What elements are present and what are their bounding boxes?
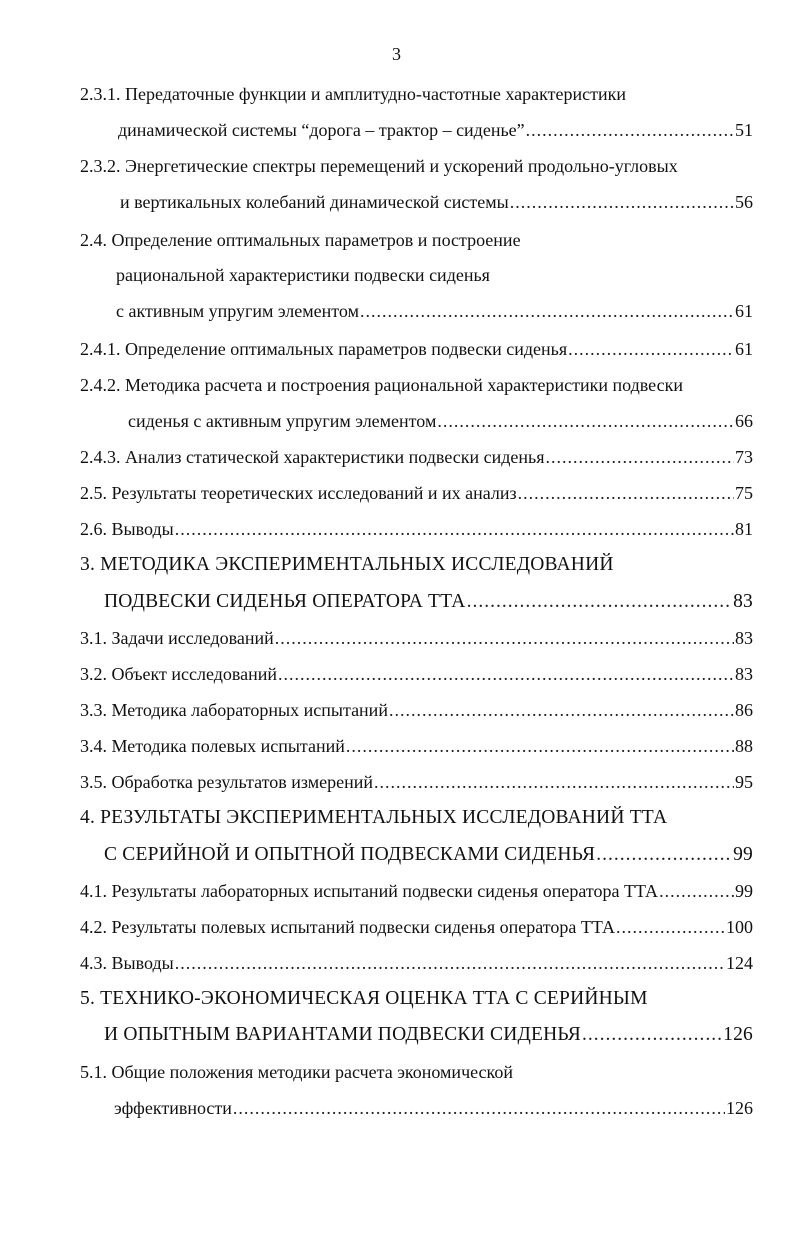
toc-line [128, 409, 753, 433]
toc-line [80, 879, 753, 903]
toc-line-text: 3.4. Методика полевых испытаний [80, 736, 345, 756]
toc-line [80, 154, 753, 178]
toc-line [80, 951, 753, 975]
toc-line-text: 4.3. Выводы [80, 953, 174, 973]
toc-page-number: 83 [733, 591, 753, 612]
dot-leader [510, 190, 734, 214]
dot-leader [467, 590, 733, 614]
toc-page-number: 61 [735, 339, 753, 359]
toc-line-text: 2.4. Определение оптимальных параметров и построение [80, 230, 521, 250]
toc-page-number: 73 [735, 447, 753, 467]
toc-page-number: 126 [726, 1098, 753, 1118]
dot-leader [518, 481, 734, 505]
toc-line [120, 190, 753, 214]
toc-line [104, 1023, 753, 1047]
toc-page-number: 83 [735, 664, 753, 684]
toc-page-number: 99 [735, 881, 753, 901]
toc-line [80, 517, 753, 541]
toc-line [104, 843, 753, 867]
dot-leader [546, 445, 734, 469]
toc-page-number: 66 [735, 411, 753, 431]
toc-line [80, 553, 643, 577]
toc-line-text: динамической системы “дорога – трактор – сиденье” [118, 120, 525, 140]
toc-page-number: 99 [733, 844, 753, 865]
toc-line [114, 1096, 753, 1120]
toc-line-text: 2.3.1. Передаточные функции и амплитудно-частотные характеристики [80, 84, 626, 104]
toc-line-text: 2.4.3. Анализ статической характеристики подвески сиденья [80, 447, 545, 467]
toc-line [116, 263, 593, 287]
toc-line-text: 2.4.2. Методика расчета и построения рациональной характеристики подвески [80, 375, 683, 395]
toc-line-text: ПОДВЕСКИ СИДЕНЬЯ ОПЕРАТОРА ТТА [104, 591, 466, 612]
dot-leader [346, 734, 734, 758]
toc-page-number: 51 [735, 120, 753, 140]
toc-line-text: 3.2. Объект исследований [80, 664, 278, 684]
toc-line-text: 4.2. Результаты полевых испытаний подвески сиденья оператора ТТА [80, 917, 615, 937]
dot-leader [526, 118, 734, 142]
toc-page-number: 56 [735, 192, 753, 212]
toc-line [80, 734, 753, 758]
toc-page-number: 61 [735, 301, 753, 321]
dot-leader [374, 770, 734, 794]
toc-line [80, 626, 753, 650]
toc-line-text: 2.5. Результаты теоретических исследований и их анализ [80, 483, 517, 503]
dot-leader [596, 843, 732, 867]
toc-line-text: и вертикальных колебаний динамической системы [120, 192, 509, 212]
toc-line [80, 1060, 613, 1084]
toc-line [80, 228, 593, 252]
toc-line-text: 3.3. Методика лабораторных испытаний [80, 700, 388, 720]
toc-line [80, 337, 753, 361]
toc-line-text: 4.1. Результаты лабораторных испытаний подвески сиденья оператора ТТА [80, 881, 659, 901]
toc-line-text: сиденья с активным упругим элементом [128, 411, 437, 431]
toc-page-number: 81 [735, 519, 753, 539]
dot-leader [275, 626, 734, 650]
dot-leader [175, 951, 725, 975]
toc-line [80, 662, 753, 686]
toc-page-number: 86 [735, 700, 753, 720]
dot-leader [175, 517, 734, 541]
toc-page-number: 95 [735, 772, 753, 792]
toc-line-text: рациональной характеристики подвески сиденья [116, 265, 490, 285]
toc-line-text: 2.6. Выводы [80, 519, 174, 539]
dot-leader [659, 879, 734, 903]
toc-line [118, 118, 753, 142]
toc-page-number: 126 [723, 1024, 753, 1045]
dot-leader [360, 299, 734, 323]
dot-leader [233, 1096, 725, 1120]
toc-line-text: 3.1. Задачи исследований [80, 628, 274, 648]
toc-line [80, 445, 753, 469]
dot-leader [616, 915, 725, 939]
toc-line [80, 806, 693, 830]
toc-line [80, 698, 753, 722]
toc-page-number: 75 [735, 483, 753, 503]
toc-line [80, 915, 753, 939]
toc-line-text: С СЕРИЙНОЙ И ОПЫТНОЙ ПОДВЕСКАМИ СИДЕНЬЯ [104, 844, 596, 865]
toc-line [80, 481, 753, 505]
toc-page-number: 100 [726, 917, 753, 937]
page-number: 3 [392, 44, 401, 64]
dot-leader [568, 337, 734, 361]
toc-line [80, 770, 753, 794]
toc-line [104, 590, 753, 614]
toc-line-text: 5. ТЕХНИКО-ЭКОНОМИЧЕСКАЯ ОЦЕНКА ТТА С СЕРИЙНЫМ [80, 988, 648, 1009]
toc-line-text: 4. РЕЗУЛЬТАТЫ ЭКСПЕРИМЕНТАЛЬНЫХ ИССЛЕДОВАНИЙ ТТА [80, 807, 668, 828]
toc-line-text: 2.3.2. Энергетические спектры перемещений и ускорений продольно-угловых [80, 156, 678, 176]
toc-line [80, 987, 673, 1011]
toc-line-text: эффективности [114, 1098, 232, 1118]
dot-leader [582, 1023, 722, 1047]
toc-line [80, 82, 693, 106]
toc-line-text: 2.4.1. Определение оптимальных параметров подвески сиденья [80, 339, 568, 359]
toc-page-number: 124 [726, 953, 753, 973]
toc-line [80, 373, 753, 397]
toc-page-number: 83 [735, 628, 753, 648]
toc-page-number: 88 [735, 736, 753, 756]
toc-line [116, 299, 753, 323]
toc-line-text: 3.5. Обработка результатов измерений [80, 772, 374, 792]
dot-leader [437, 409, 734, 433]
toc-line-text: 5.1. Общие положения методики расчета экономической [80, 1062, 514, 1082]
toc-line-text: 3. МЕТОДИКА ЭКСПЕРИМЕНТАЛЬНЫХ ИССЛЕДОВАНИЙ [80, 554, 614, 575]
dot-leader [278, 662, 734, 686]
toc-line-text: И ОПЫТНЫМ ВАРИАНТАМИ ПОДВЕСКИ СИДЕНЬЯ [104, 1024, 581, 1045]
dot-leader [389, 698, 734, 722]
toc-line-text: с активным упругим элементом [116, 301, 359, 321]
